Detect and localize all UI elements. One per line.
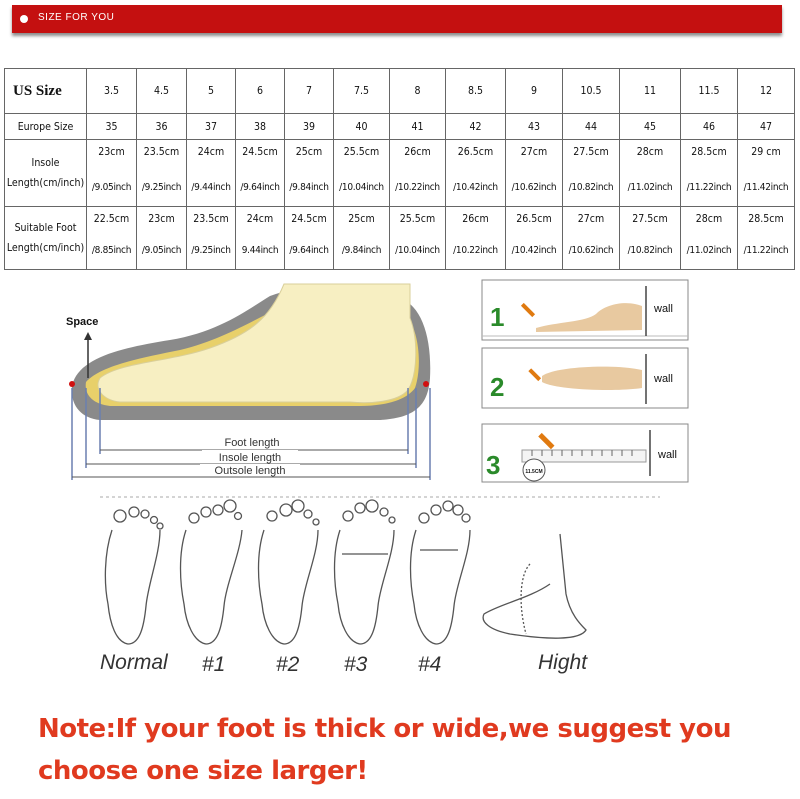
note-line2: choose one size larger! [38,756,368,786]
inch-value: /11.22inch [686,182,732,193]
step3-wall-label: wall [658,449,677,461]
cell [446,207,506,270]
title-banner [12,5,782,33]
cell: 40 [334,114,390,140]
advice-note [38,708,798,792]
cell: 38 [236,114,285,140]
foot-type2-icon [259,500,320,644]
row-label-line2: Length(cm/inch) [6,242,85,254]
cm-value: 27cm [577,213,605,225]
cell: 9 [506,69,563,114]
inch-value: /9.64inch [240,182,280,193]
cell [334,207,390,270]
cell: 10.5 [563,69,620,114]
foot-high-instep-icon [483,534,586,638]
note-line1: Note:If your foot is thick or wide,we suggest you [38,714,731,744]
row-label: Europe Size [5,114,87,140]
ruler [522,450,646,462]
heel-marker [423,381,429,387]
cell [563,140,620,207]
inch-value: /8.85inch [91,245,132,256]
inch-value: /9.05inch [141,245,182,256]
cell [390,207,446,270]
row-label-cell [5,207,87,270]
inch-value: /9.05inch [91,182,132,193]
insole-length-row [5,140,795,207]
inch-value: /9.25inch [141,182,182,193]
cell [187,140,236,207]
inch-value: /9.84inch [289,182,329,193]
cell [87,140,137,207]
step3-number: 3 [486,450,501,480]
cell [681,140,738,207]
row-label-line2: Length(cm/inch) [6,177,85,189]
ruler-mark-label: 11.5CM [525,469,543,475]
inch-value: 9.44inch [241,245,279,256]
insole-length-label: Insole length [218,452,282,464]
cell: 36 [137,114,187,140]
foot-normal-icon [105,507,163,644]
cm-value: 25.5cm [399,213,436,225]
foot-type4-icon [411,501,471,644]
cell: 5 [187,69,236,114]
foot-shape [98,284,416,403]
inch-value: /9.84inch [341,245,382,256]
cm-value: 24cm [197,146,225,158]
row-label-cell [5,140,87,207]
foot-type1-icon [181,500,243,644]
cell [446,140,506,207]
label-normal: Normal [100,651,168,674]
cell: 6 [236,69,285,114]
inch-value: /10.04inch [339,182,384,193]
cm-value: 25.5cm [343,146,380,158]
cell: 37 [187,114,236,140]
label-type4: #4 [418,653,442,676]
foot-types [90,494,650,684]
cell: 41 [390,114,446,140]
outsole-length-label: Outsole length [214,465,286,477]
inch-value: /10.22inch [453,245,498,256]
inch-value: /10.82inch [627,245,673,256]
label-type3: #3 [344,653,368,676]
bullet-icon [20,15,28,23]
cell [87,207,137,270]
cell [620,140,681,207]
cm-value: 23cm [148,213,175,225]
cell [137,207,187,270]
cm-value: 26.5cm [516,213,552,225]
cell: 35 [87,114,137,140]
foot-type3-icon [335,500,396,644]
inch-value: /9.25inch [191,245,231,256]
inch-value: /11.22inch [743,245,789,256]
inch-value: /11.02inch [627,182,673,193]
cell [681,207,738,270]
cell: 39 [285,114,334,140]
cell [137,140,187,207]
cm-value: 24cm [246,213,274,225]
toe-marker [69,381,75,387]
cell: 12 [738,69,795,114]
cell: 46 [681,114,738,140]
cell: 47 [738,114,795,140]
cell: 7 [285,69,334,114]
cell [390,140,446,207]
cm-value: 25cm [295,146,323,158]
label-type1: #1 [202,653,226,676]
cm-value: 26cm [404,146,431,158]
cm-value: 27.5cm [632,213,668,225]
cell: 43 [506,114,563,140]
inch-value: /9.64inch [289,245,329,256]
cm-value: 28cm [636,146,664,158]
cm-value: 28.5cm [748,213,784,225]
cm-value: 24.5cm [291,213,327,225]
row-label-line1: Insole [31,157,60,169]
us-size-row [5,69,795,114]
cell: 11 [620,69,681,114]
cm-value: 28.5cm [691,146,727,158]
inch-value: /10.42inch [453,182,498,193]
cm-value: 28cm [695,213,723,225]
label-type2: #2 [276,653,300,676]
step1-wall-label: wall [654,303,673,315]
inch-value: /10.42inch [511,245,557,256]
inch-value: /9.44inch [191,182,231,193]
inch-value: /11.02inch [686,245,732,256]
label-hight: Hight [538,651,588,674]
suitable-foot-length-row [5,207,795,270]
cell: 8.5 [446,69,506,114]
cm-value: 25cm [348,213,375,225]
cm-value: 26cm [462,213,489,225]
cell [285,207,334,270]
inch-value: /10.82inch [568,182,614,193]
cell: 4.5 [137,69,187,114]
cell [563,207,620,270]
cell [334,140,390,207]
cell: 8 [390,69,446,114]
banner-title: SIZE FOR YOU [38,12,115,23]
cell [738,207,795,270]
inch-value: /10.22inch [395,182,440,193]
step2-wall-label: wall [654,373,673,385]
space-arrow-head [84,332,92,340]
cell [506,207,563,270]
cell: 42 [446,114,506,140]
cell [187,207,236,270]
sole-tread [210,422,282,428]
cell: 11.5 [681,69,738,114]
cell [236,207,285,270]
inch-value: /11.42inch [743,182,789,193]
cm-value: 22.5cm [93,213,130,225]
cm-value: 26.5cm [457,146,494,158]
cm-value: 29 cm [751,146,781,158]
row-label: US Size [5,69,87,114]
foot-length-label: Foot length [224,437,280,449]
cell [236,140,285,207]
cell [738,140,795,207]
shoe-diagram [60,278,450,488]
cm-value: 27cm [520,146,548,158]
cell [506,140,563,207]
cm-value: 23.5cm [193,213,229,225]
europe-size-row [5,114,795,140]
cm-value: 27.5cm [573,146,609,158]
inch-value: /10.04inch [395,245,440,256]
step1-number: 1 [490,302,505,332]
step2-number: 2 [490,372,505,402]
cell [620,207,681,270]
inch-value: /10.62inch [568,245,614,256]
cm-value: 23cm [98,146,125,158]
measure-steps [476,278,696,488]
cell: 3.5 [87,69,137,114]
cell [285,140,334,207]
row-label-line1: Suitable Foot [14,222,77,234]
cm-value: 23.5cm [143,146,180,158]
cm-value: 24.5cm [242,146,278,158]
inch-value: /10.62inch [511,182,557,193]
cell: 45 [620,114,681,140]
cell: 44 [563,114,620,140]
space-label: Space [66,316,99,328]
cell: 7.5 [334,69,390,114]
size-chart-table [4,68,795,270]
